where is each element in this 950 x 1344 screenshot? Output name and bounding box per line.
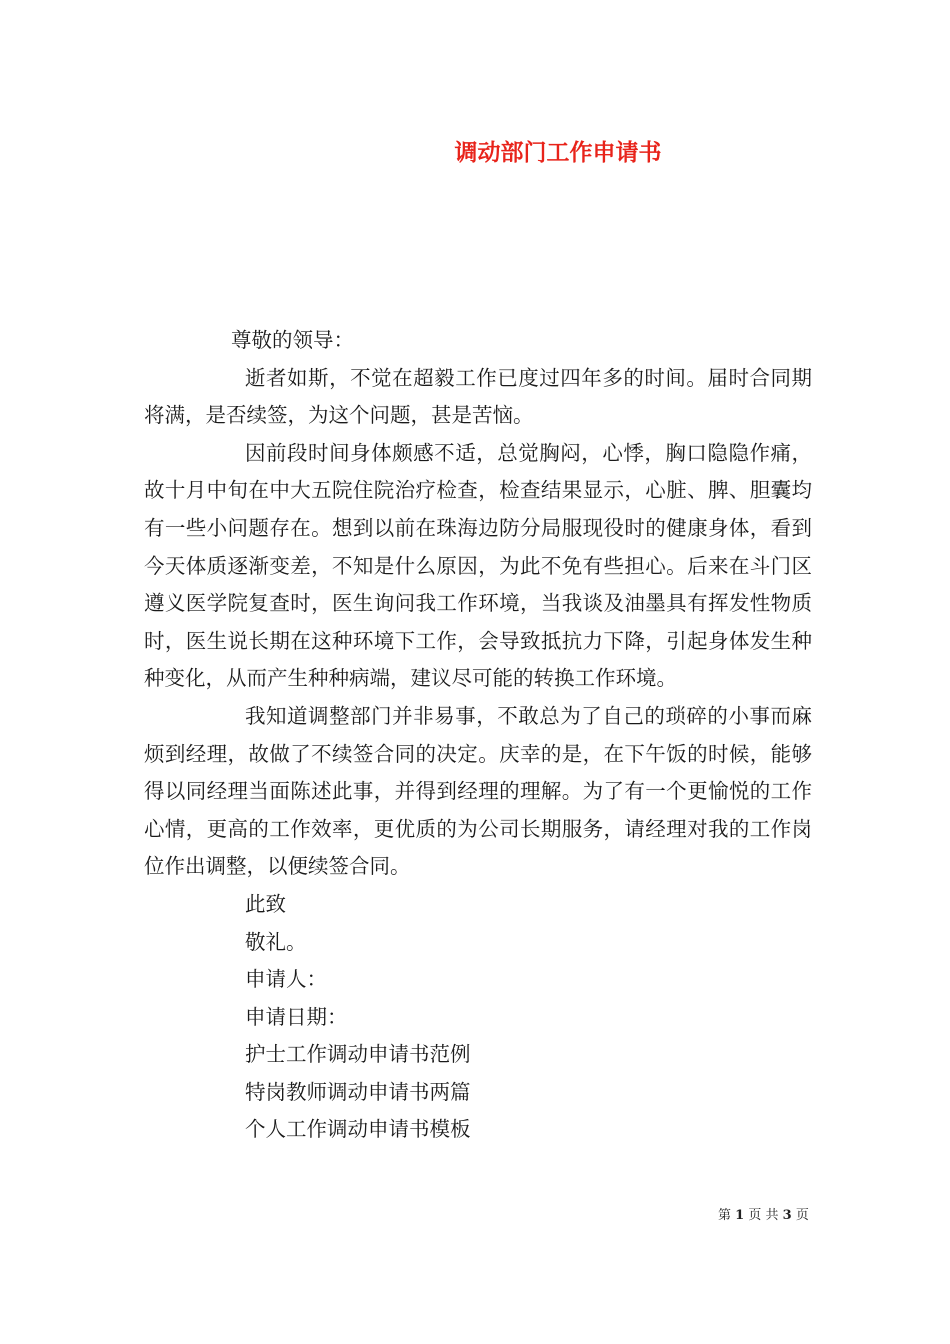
footer-middle: 页 共 [748, 1208, 779, 1223]
closing-line-1: 此致 [245, 891, 286, 916]
related-item-1: 护士工作调动申请书范例 [245, 1042, 471, 1067]
paragraph-2: 因前段时间身体颇感不适，总觉胸闷，心悸，胸口隐隐作痛，故十月中旬在中大五院住院治疗检查，检查结果显示，心脏、脾、胆囊均有一些小问题存在。想到以前在珠海边防分局服现役时的健康身体，看到今天体质逐渐变差，不知是什么原因，为此不免有些担心。后来在斗门区遵义医学院复查时，医生询问我工作环境，当我谈及油墨具有挥发性物质时，医生说长期在这种环境下工作，会导致抵抗力下降，引起身体发生种种变化，从而产生种种病端，建议尽可能的转换工作环境。 [144, 440, 812, 691]
related-item-2: 特岗教师调动申请书两篇 [245, 1079, 471, 1104]
footer-suffix: 页 [795, 1208, 809, 1223]
document-title: 调动部门工作申请书 [454, 139, 662, 166]
paragraph-3: 我知道调整部门并非易事，不敢总为了自己的琐碎的小事而麻烦到经理，故做了不续签合同的决定。庆幸的是，在下午饭的时候，能够得以同经理当面陈述此事，并得到经理的理解。为了有一个更愉悦的工作心情，更高的工作效率，更优质的为公司长期服务，请经理对我的工作岗位作出调整，以便续签合同。 [144, 703, 812, 879]
applicant-line: 申请人： [245, 967, 327, 992]
related-item-3: 个人工作调动申请书模板 [245, 1117, 471, 1142]
salutation: 尊敬的领导： [231, 328, 354, 352]
document-body [144, 322, 812, 1149]
page-footer [718, 1204, 809, 1223]
footer-prefix: 第 [718, 1208, 732, 1223]
footer-total-pages: 3 [782, 1208, 792, 1223]
paragraph-1: 逝者如斯，不觉在超毅工作已度过四年多的时间。届时合同期将满，是否续签，为这个问题，甚是苦恼。 [144, 365, 812, 428]
footer-current-page: 1 [735, 1208, 745, 1223]
date-line: 申请日期： [245, 1004, 348, 1029]
closing-line-2: 敬礼。 [245, 929, 307, 954]
